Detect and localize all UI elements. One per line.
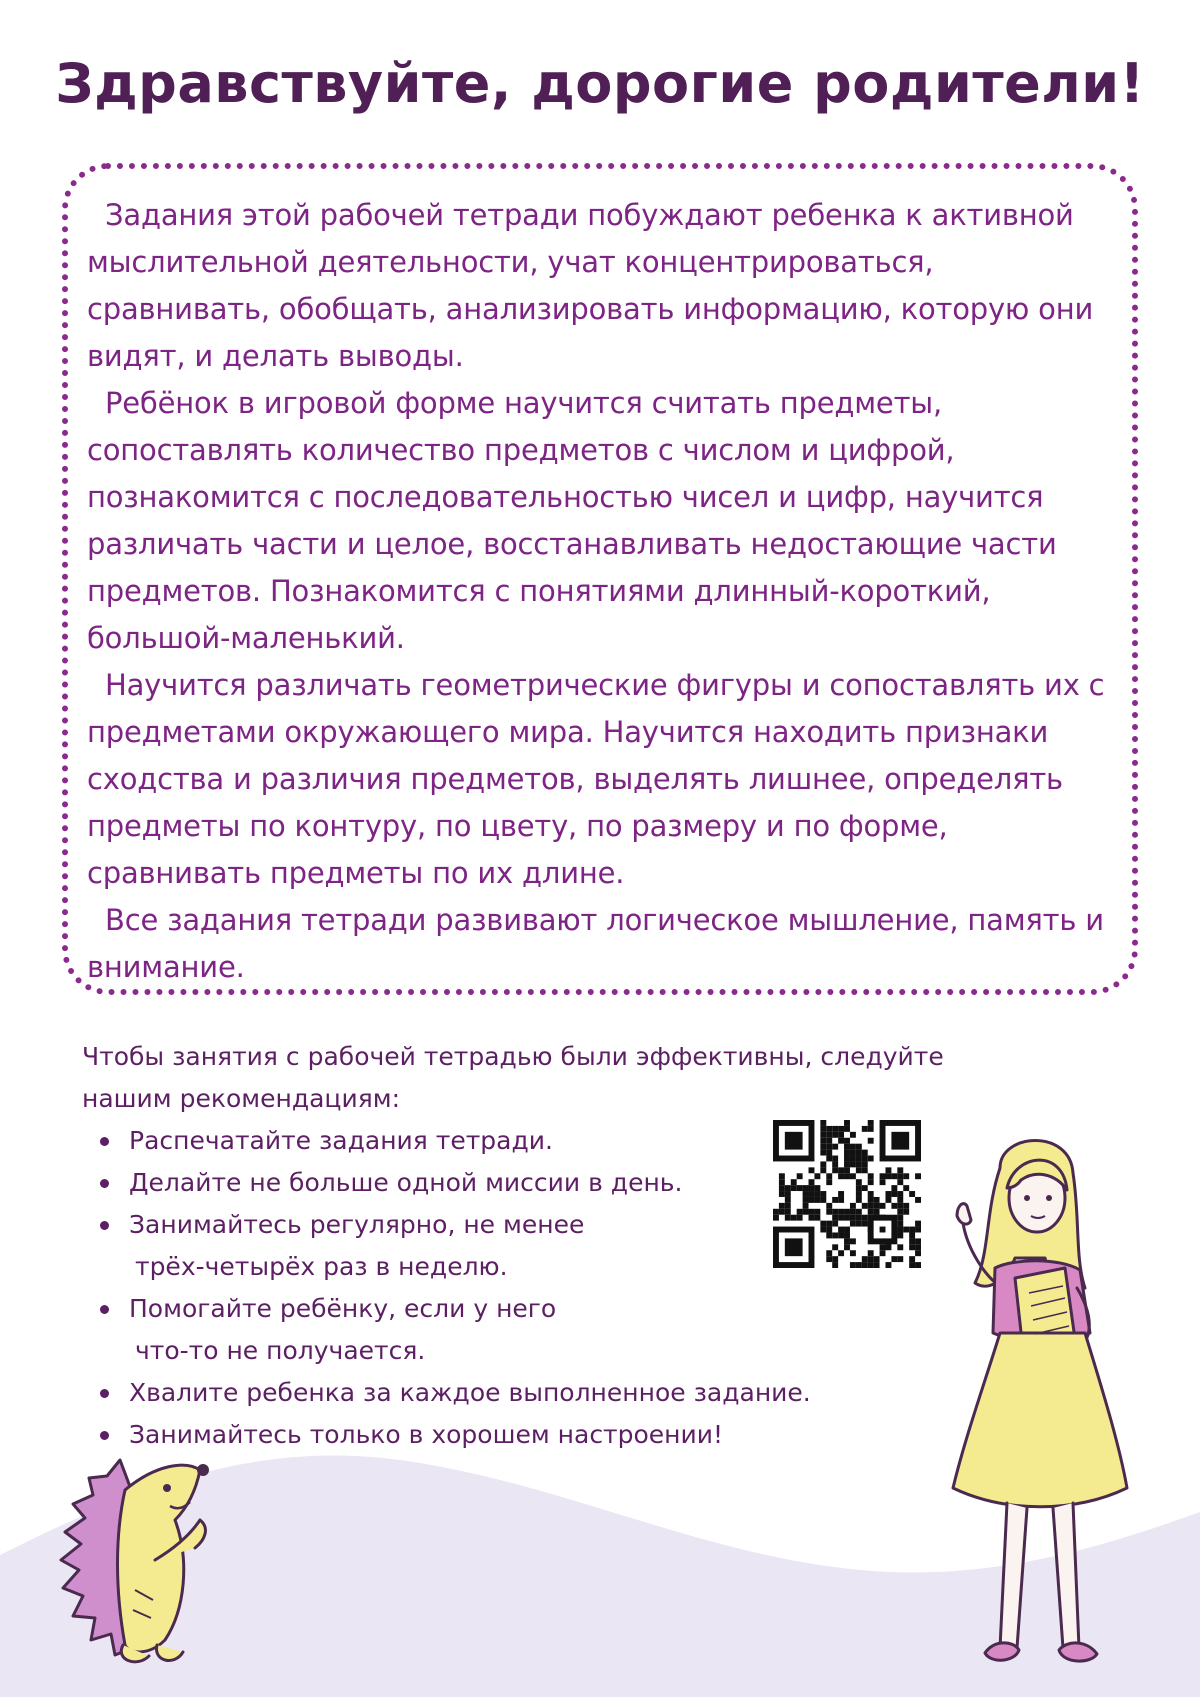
recommendations-lead-line-1: Чтобы занятия с рабочей тетрадью были эффективны, следуйте [82, 1042, 944, 1071]
list-item-text: Хвалите ребенка за каждое выполненное задание. [129, 1378, 811, 1407]
list-item-text: Помогайте ребёнку, если у него [129, 1294, 557, 1323]
list-item [82, 1372, 842, 1414]
hedgehog-illustration [45, 1440, 220, 1675]
list-item [82, 1120, 842, 1162]
girl-illustration [945, 1128, 1130, 1683]
intro-paragraph-3: Научится различать геометрические фигуры и сопоставлять их с предметами окружающего мира. Научится находить признаки сходства и различия предметов, выделять лишнее, определять предметы по контуру, по цвету, по размеру и по форме, сравнивать предметы по их длине. [87, 668, 1105, 890]
recommendations-lead-line-2: нашим рекомендациям: [82, 1084, 401, 1113]
list-item [82, 1162, 842, 1204]
list-item-text: Делайте не больше одной миссии в день. [129, 1168, 683, 1197]
intro-paragraph-4: Все задания тетради развивают логическое мышление, память и внимание. [87, 903, 1104, 984]
page-title: Здравствуйте, дорогие родители! [55, 52, 1145, 115]
list-item-text: Занимайтесь только в хорошем настроении! [129, 1420, 724, 1449]
qr-code[interactable] [773, 1120, 921, 1268]
list-item-text: Распечатайте задания тетради. [129, 1126, 553, 1155]
list-item [82, 1288, 842, 1372]
recommendations-list [82, 1120, 842, 1456]
list-item-text: Занимайтесь регулярно, не менее [129, 1210, 585, 1239]
intro-paragraph-2: Ребёнок в игровой форме научится считать предметы, сопоставлять количество предметов с числом и цифрой, познакомится с последовательностью чисел и цифр, научится различать части и целое, восстанавливать недостающие части предметов. Познакомится с понятиями длинный-короткий, большой-маленький. [87, 386, 1057, 655]
recommendations-lead [82, 1036, 982, 1120]
list-item-continuation: что-то не получается. [135, 1336, 426, 1365]
intro-box [62, 163, 1138, 995]
list-item-continuation: трёх-четырёх раз в неделю. [135, 1252, 508, 1281]
list-item [82, 1204, 842, 1288]
intro-paragraph-1: Задания этой рабочей тетради побуждают ребенка к активной мыслительной деятельности, учат концентрироваться, сравнивать, обобщать, анализировать информацию, которую они видят, и делать выводы. [87, 198, 1094, 373]
